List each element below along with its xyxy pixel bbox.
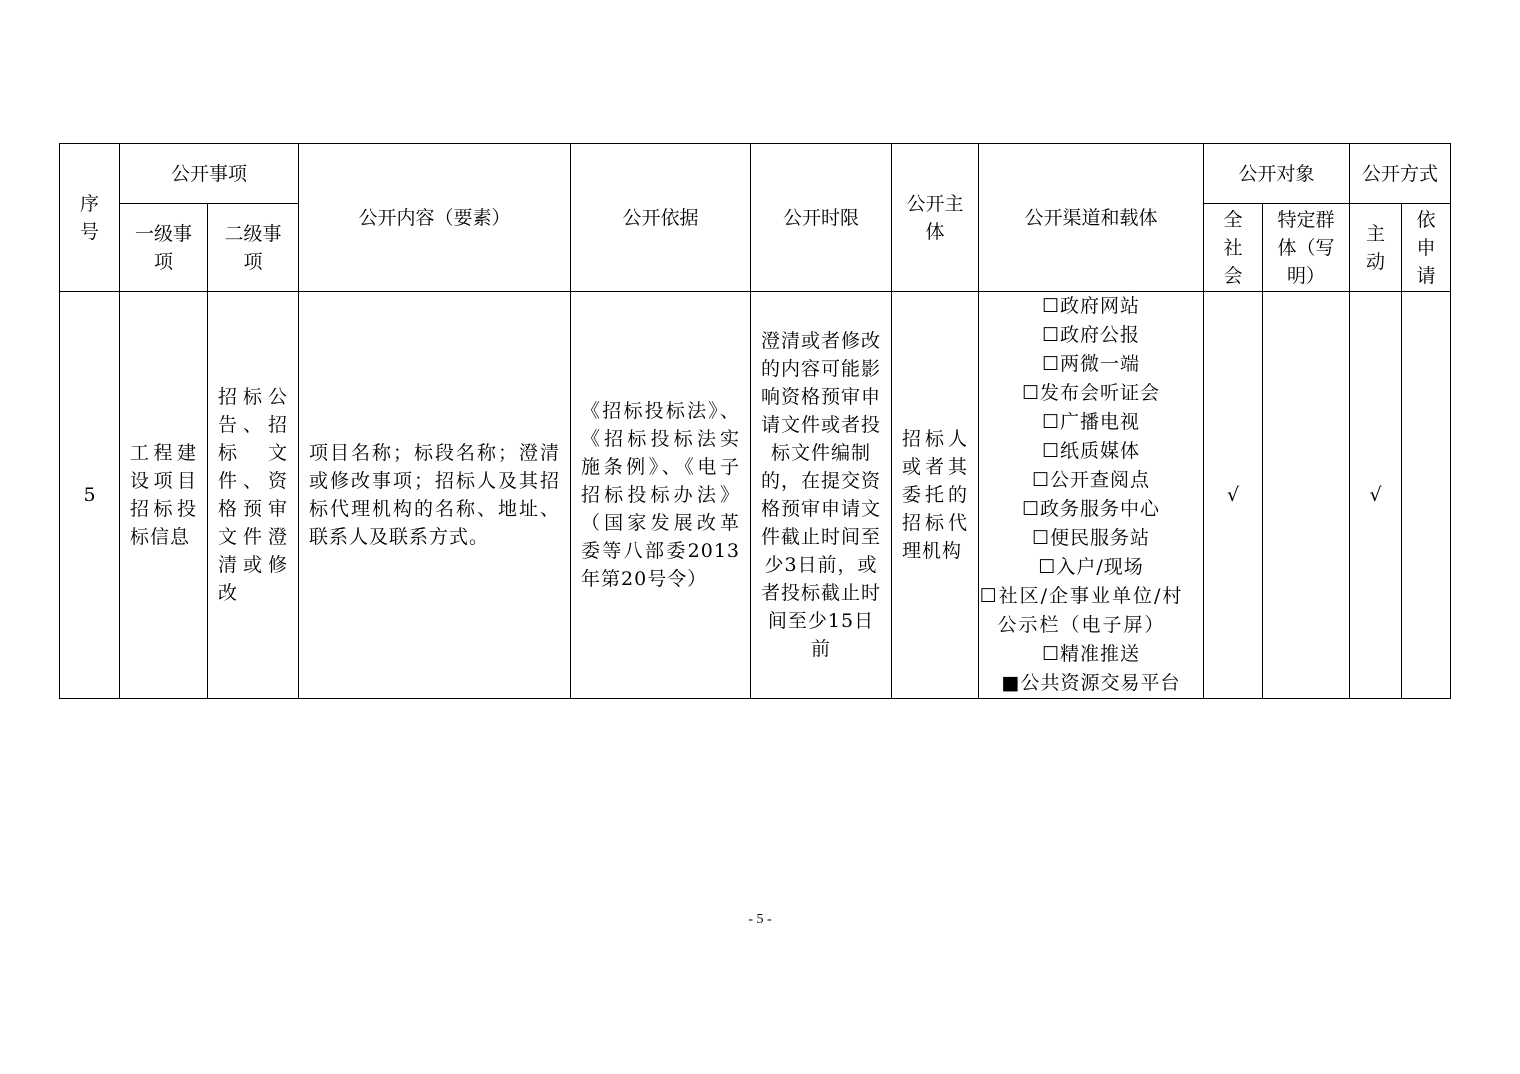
header-channels: 公开渠道和载体 xyxy=(979,144,1204,292)
channel-option: ☐便民服务站 xyxy=(1031,527,1151,549)
channel-option: ☐发布会听证会 xyxy=(1021,382,1161,404)
row-basis: 《招标投标法》、《招标投标法实施条例》、《电子招标投标办法》（国家发展改革委等八部委2013年第20号令） xyxy=(571,292,751,699)
header-level2: 二级事项 xyxy=(208,204,299,292)
header-seq: 序号 xyxy=(60,144,120,292)
header-method-active: 主动 xyxy=(1350,204,1402,292)
row-seq: 5 xyxy=(60,292,120,699)
header-deadline: 公开时限 xyxy=(751,144,892,292)
header-level1: 一级事项 xyxy=(120,204,208,292)
page-number: - 5 - xyxy=(748,912,772,927)
header-content: 公开内容（要素） xyxy=(299,144,571,292)
channel-option: ☐社区/企事业单位/村公示栏（电子屏） xyxy=(979,585,1184,636)
channel-option: ☐广播电视 xyxy=(1041,411,1141,433)
header-items-group: 公开事项 xyxy=(120,144,299,204)
channel-option: ☐纸质媒体 xyxy=(1041,440,1141,462)
channel-option: ☐两微一端 xyxy=(1041,353,1141,375)
row-target-all: √ xyxy=(1204,292,1263,699)
row-level1: 工程建设项目招标投标信息 xyxy=(120,292,208,699)
row-method-request xyxy=(1402,292,1451,699)
header-method-request: 依申请 xyxy=(1402,204,1451,292)
channel-option: ☐政务服务中心 xyxy=(1021,498,1161,520)
channel-option: ☐政府公报 xyxy=(1041,324,1141,346)
row-target-specific xyxy=(1263,292,1350,699)
row-channels xyxy=(979,292,1204,699)
header-target-group: 公开对象 xyxy=(1204,144,1350,204)
row-deadline: 澄清或者修改的内容可能影响资格预审申请文件或者投标文件编制的，在提交资格预审申请文件截止时间至少3日前，或者投标截止时间至少15日前 xyxy=(751,292,892,699)
header-subject: 公开主体 xyxy=(892,144,979,292)
channel-option: ■公共资源交易平台 xyxy=(1001,672,1181,694)
channel-option: ☐入户/现场 xyxy=(1038,556,1144,578)
disclosure-table xyxy=(59,143,1451,699)
header-method-group: 公开方式 xyxy=(1350,144,1451,204)
row-subject: 招标人或者其委托的招标代理机构 xyxy=(892,292,979,699)
header-target-all: 全社会 xyxy=(1204,204,1263,292)
header-basis: 公开依据 xyxy=(571,144,751,292)
row-method-active: √ xyxy=(1350,292,1402,699)
row-content: 项目名称；标段名称；澄清或修改事项；招标人及其招标代理机构的名称、地址、联系人及联系方式。 xyxy=(299,292,571,699)
header-target-specific: 特定群体（写明） xyxy=(1263,204,1350,292)
channel-option: ☐政府网站 xyxy=(1041,295,1141,317)
channel-option: ☐精准推送 xyxy=(1041,643,1141,665)
row-level2: 招标公告、招标文件、资格预审文件澄清或修改 xyxy=(208,292,299,699)
channel-option: ☐公开查阅点 xyxy=(1031,469,1151,491)
